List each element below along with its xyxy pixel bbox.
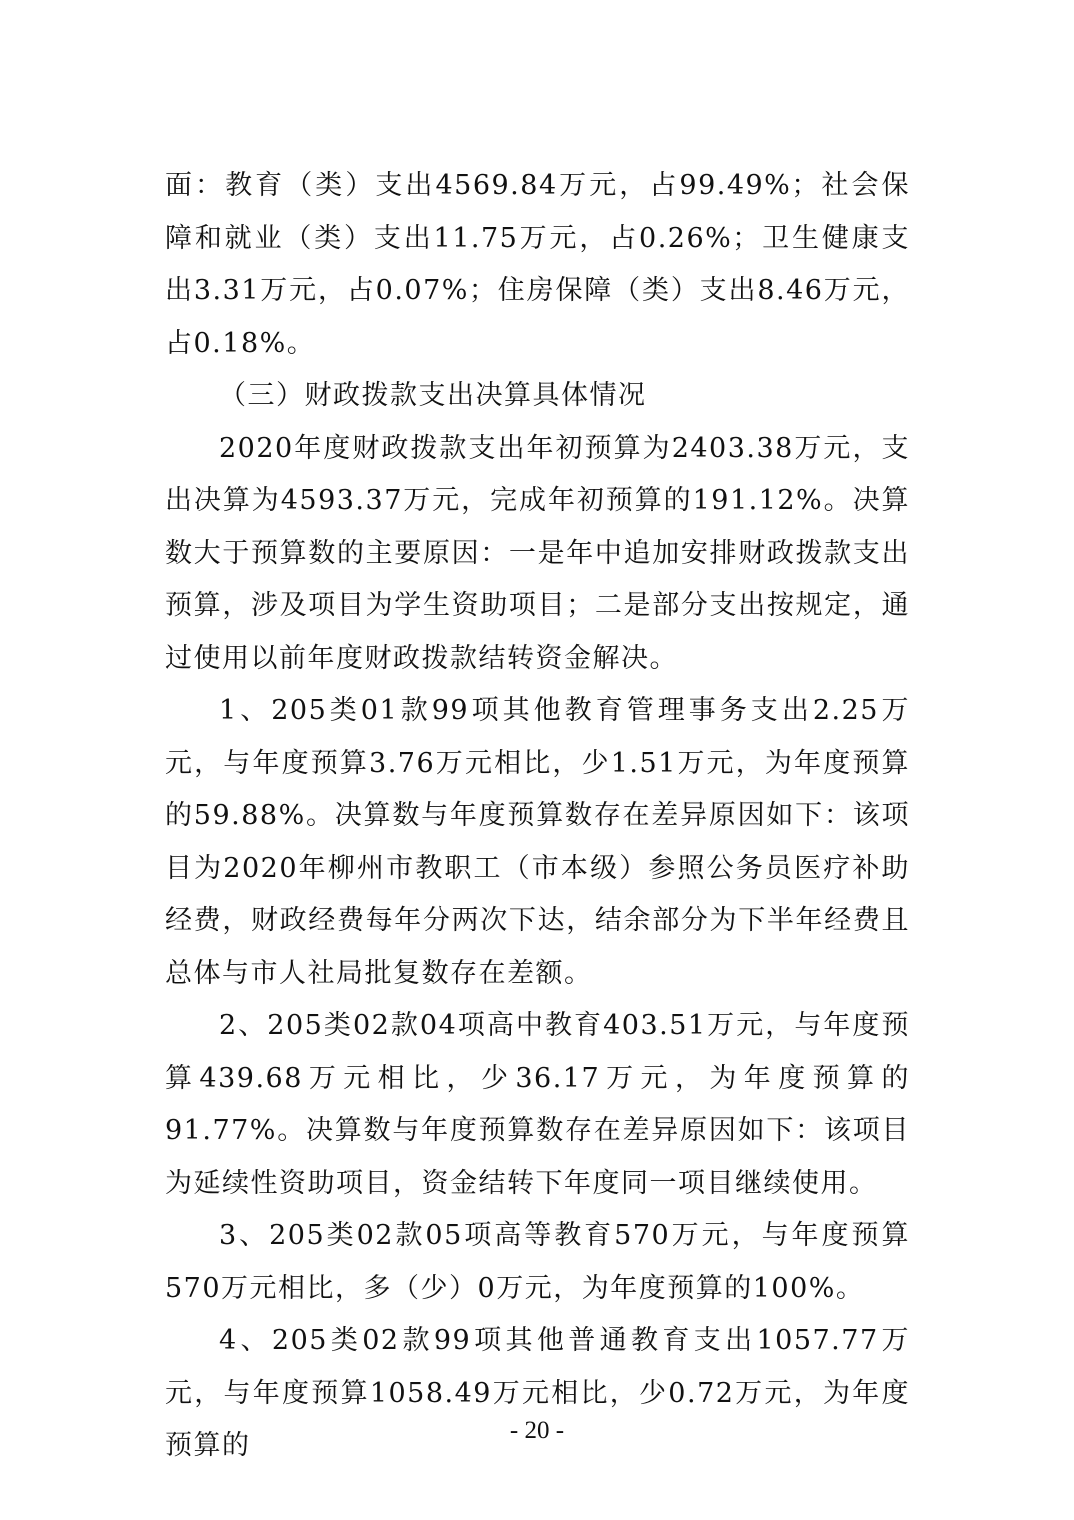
paragraph-item-4: 4、205类02款99项其他普通教育支出1057.77万元，与年度预算1058.49万元相比，少0.72万元，为年度预算的	[165, 1325, 910, 1461]
paragraph-continuation: 面：教育（类）支出4569.84万元，占99.49%；社会保障和就业（类）支出11.75万元，占0.26%；卫生健康支出3.31万元，占0.07%；住房保障（类）支出8.46万元，占0.18%。	[165, 170, 910, 359]
page-number: - 20 -	[509, 1417, 565, 1444]
paragraph-overview: 2020年度财政拨款支出年初预算为2403.38万元，支出决算为4593.37万元，完成年初预算的191.12%。决算数大于预算数的主要原因：一是年中追加安排财政拨款支出预算，涉及项目为学生资助项目；二是部分支出按规定，通过使用以前年度财政拨款结转资金解决。	[165, 432, 910, 674]
section-heading: （三）财政拨款支出决算具体情况	[219, 380, 647, 411]
body-text	[165, 160, 910, 1473]
paragraph-item-3: 3、205类02款05项高等教育570万元，与年度预算570万元相比，多（少）0万元，为年度预算的100%。	[165, 1220, 910, 1304]
paragraph-item-1: 1、205类01款99项其他教育管理事务支出2.25万元，与年度预算3.76万元相比，少1.51万元，为年度预算的59.88%。决算数与年度预算数存在差异原因如下：该项目为2020年柳州市教职工（市本级）参照公务员医疗补助经费，财政经费每年分两次下达，结余部分为下半年经费且总体与市人社局批复数存在差额。	[165, 695, 910, 989]
paragraph-item-2: 2、205类02款04项高中教育403.51万元，与年度预算439.68万元相比，少36.17万元，为年度预算的91.77%。决算数与年度预算数存在差异原因如下：该项目为延续性资助项目，资金结转下年度同一项目继续使用。	[165, 1010, 910, 1199]
